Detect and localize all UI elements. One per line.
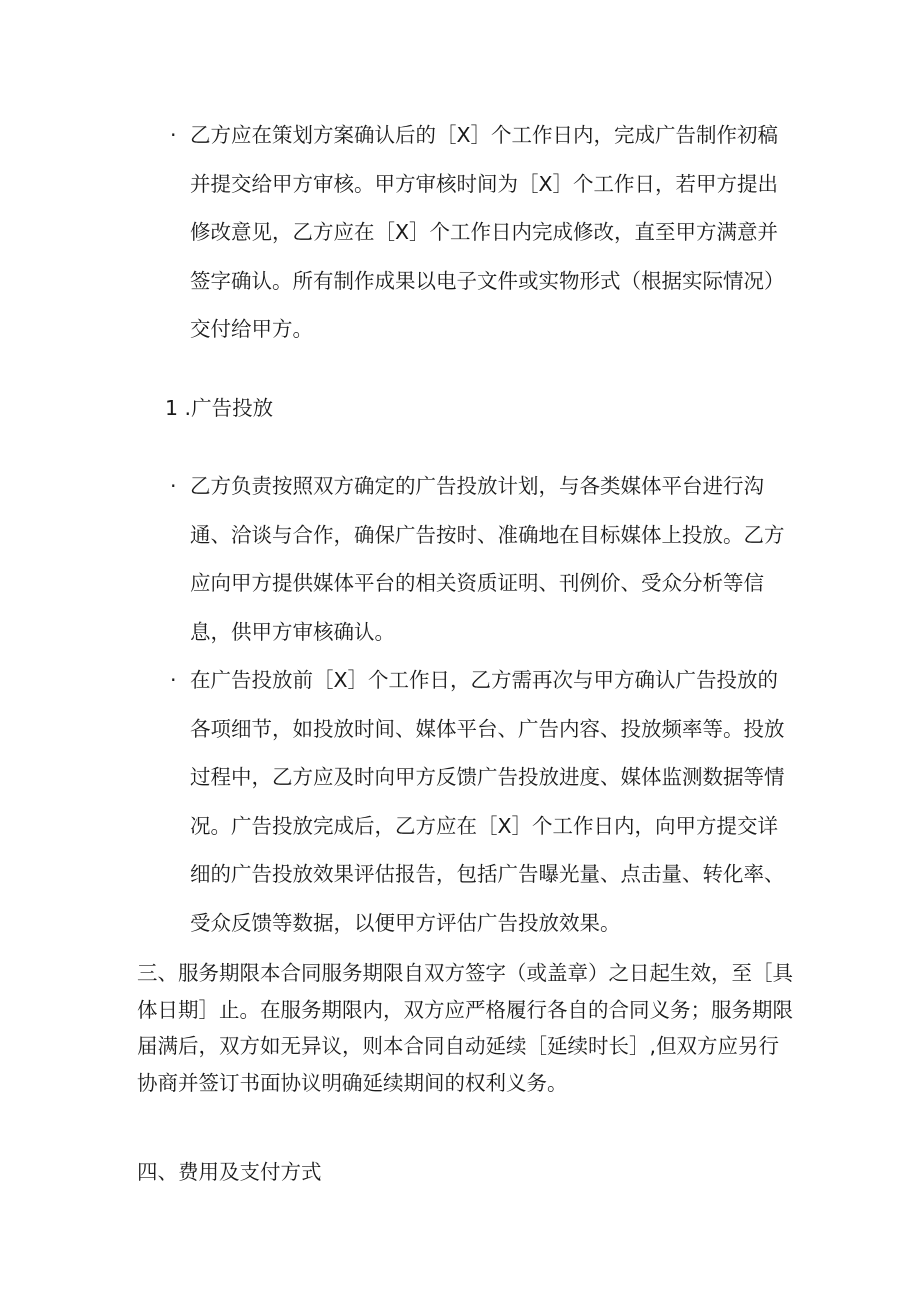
bullet-marker: · — [170, 474, 177, 498]
bullet-marker: · — [170, 123, 177, 147]
bullet-text: 乙方负责按照双方确定的广告投放计划，与各类媒体平台进行沟通、洽谈与合作，确保广告按时、准确地在目标媒体上投放。乙方应向甲方提供媒体平台的相关资质证明、刊例价、受众分析等信息，供甲方审核确认。 — [190, 474, 785, 644]
bullet-item — [170, 462, 790, 656]
section-service-term: 三、服务期限本合同服务期限自双方签字（或盖章）之日起生效，至［具体日期］止。在服务期限内，双方应严格履行各自的合同义务；服务期限届满后，双方如无异议，则本合同自动延续［延续时长］,但双方应另行协商并签订书面协议明确延续期间的权利义务。 — [137, 961, 793, 1095]
bullet-text: 在广告投放前［X］个工作日，乙方需再次与甲方确认广告投放的各项细节，如投放时间、媒体平台、广告内容、投放频率等。投放过程中，乙方应及时向甲方反馈广告投放进度、媒体监测数据等情况。广告投放完成后，乙方应在［X］个工作日内，向甲方提交详细的广告投放效果评估报告，包括广告曝光量、点击量、转化率、受众反馈等数据，以便甲方评估广告投放效果。 — [190, 668, 785, 935]
bullet-marker: · — [170, 668, 177, 692]
bullet-text: 乙方应在策划方案确认后的［X］个工作日内，完成广告制作初稿并提交给甲方审核。甲方审核时间为［X］个工作日，若甲方提出修改意见，乙方应在［X］个工作日内完成修改，直至甲方满意并签字确认。所有制作成果以电子文件或实物形式（根据实际情况）交付给甲方。 — [190, 123, 785, 341]
subheading-ad-placement: 1 .广告投放 — [165, 396, 274, 420]
bullet-item — [170, 656, 790, 947]
section-fees-heading: 四、费用及支付方式 — [137, 1160, 322, 1184]
bullet-item — [170, 111, 790, 354]
